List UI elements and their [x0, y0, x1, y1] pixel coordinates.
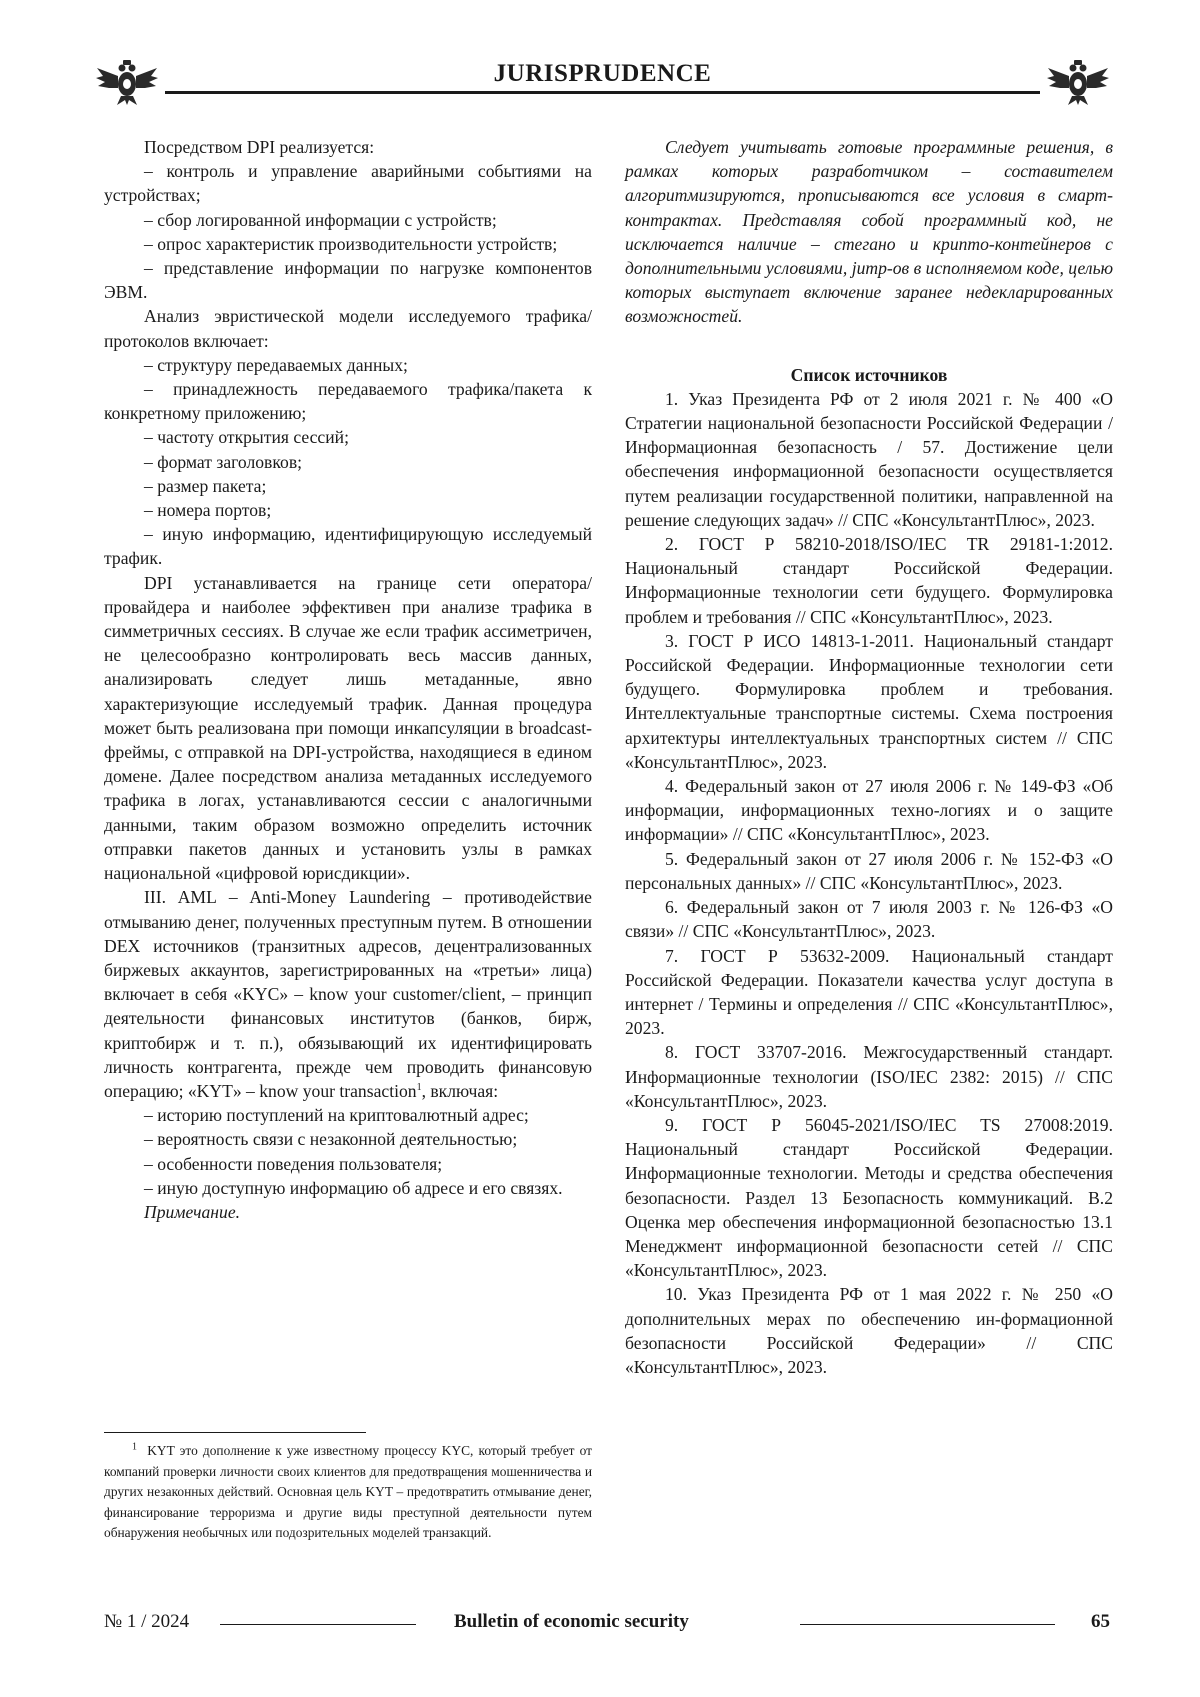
source-item: 6. Федеральный закон от 7 июля 2003 г. № 126-ФЗ «О связи» // СПС «КонсультантПлюс», 2023. [625, 897, 1113, 942]
footnote-text: KYT это дополнение к уже известному процессу KYC, который требует от компаний проверки личности своих клиентов для предотвращения мошенничества и других незаконных действий. Основная цель KYT – предотвратить отмывание денег, финансирование терроризма и другие виды преступной деятельности путем обнаружения необычных или подозрительных моделей транзакций. [104, 1443, 592, 1541]
list-item: – номера портов; [144, 500, 272, 521]
section-title: JURISPRUDENCE [95, 60, 1110, 88]
list-item: – иную доступную информацию об адресе и его связях. [144, 1177, 563, 1198]
sources-heading: Список источников [790, 364, 948, 385]
list-item: – представление информации по нагрузке компонентов ЭВМ. [104, 258, 592, 303]
footer-rule [220, 1624, 416, 1625]
list-item: – сбор логированной информации с устройств; [144, 209, 497, 230]
double-headed-eagle-emblem-icon [1046, 58, 1110, 106]
paragraph [104, 885, 592, 1103]
paragraph: DPI устанавливается на границе сети оператора/провайдера и наиболее эффективен при анализе трафика в симметричных сессиях. В случае же если трафик ассиметричен, не целесообразно контролировать весь массив данных, анализировать следует лишь метаданные, явно характеризующие исследуемый трафик. Данная процедура может быть реализована при помощи инкапсуляции в broadcast-фреймы, с отправкой на DPI-устройства, находящиеся в едином домене. Далее посредством анализа метаданных исследуемого трафика в логах, устанавливаются сессии с аналогичными данными, таким образом возможно определить источник отправки пакетов данных и установить узлы в рамках национальной «цифровой юрисдикции». [104, 572, 592, 884]
source-item: 3. ГОСТ Р ИСО 14813-1-2011. Национальный стандарт Российской Федерации. Информационные технологии сети будущего. Формулировка проблем и требования. Интеллектуальные транспортные системы. Схема построения архитектуры интеллектуальных транспортных систем // СПС «КонсультантПлюс», 2023. [625, 630, 1113, 772]
header-rule [165, 91, 1040, 94]
list-item: – структуру передаваемых данных; [144, 354, 408, 375]
footer-rule [800, 1624, 1055, 1625]
source-item: 2. ГОСТ Р 58210-2018/ISO/IEC TR 29181-1:2012. Национальный стандарт Российской Федерации. Информационные технологии сети будущего. Формулировка проблем и требования // СПС «КонсультантПлюс», 2023. [625, 534, 1113, 627]
list-item: – опрос характеристик производительности устройств; [144, 233, 558, 254]
source-item: 10. Указ Президента РФ от 1 мая 2022 г. № 250 «О дополнительных мерах по обеспечению ин-формационной безопасности Российской Федерации» // СПС «КонсультантПлюс», 2023. [625, 1284, 1113, 1377]
source-item: 7. ГОСТ Р 53632-2009. Национальный стандарт Российской Федерации. Показатели качества услуг доступа в интернет / Термины и определения // СПС «КонсультантПлюс», 2023. [625, 945, 1113, 1039]
issue-number: № 1 / 2024 [104, 1611, 190, 1632]
list-item: – вероятность связи с незаконной деятельностью; [144, 1129, 518, 1150]
list-item: – принадлежность передаваемого трафика/пакета к конкретному приложению; [104, 379, 592, 424]
list-item: – частоту открытия сессий; [144, 427, 349, 448]
intro-paragraph: Следует учитывать готовые программные решения, в рамках которых разработчиком – составителем алгоритмизируются, прописываются все условия в смарт-контрактах. Представляя собой программный код, не исключается наличие – стегано и крипто-контейнеров с дополнительными условиями, jump-ов в исполняемом коде, целью которых выступает включение заранее недекларированных возможностей. [625, 137, 1113, 327]
left-column [104, 135, 592, 1224]
footnote [104, 1441, 592, 1544]
aml-paragraph-tail: , включая: [421, 1080, 499, 1101]
source-item: 4. Федеральный закон от 27 июля 2006 г. № 149-ФЗ «Об информации, информационных техно-логиях и о защите информации» // СПС «КонсультантПлюс», 2023. [625, 776, 1113, 845]
right-column [625, 135, 1113, 1379]
list-item: – формат заголовков; [144, 451, 303, 472]
footnote-rule [104, 1432, 366, 1433]
page-number: 65 [1091, 1611, 1110, 1632]
paragraph: Посредством DPI реализуется: [144, 137, 375, 157]
aml-paragraph-text: III. AML – Anti-Money Laundering – противодействие отмыванию денег, полученных преступным путем. В отношении DEX источников (транзитных адресов, децентрализованных биржевых аккаунтов, зарегистрированных на «третьи» лица) включает в себя «KYC» – know your customer/client, – принцип деятельности финансовых институтов (банков, бирж, криптобирж и т. п.), обязывающий их идентифицировать личность контрагента, прежде чем проводить финансовую операцию; «KYT» – know your transaction [104, 887, 592, 1101]
paragraph: Анализ эвристической модели исследуемого трафика/протоколов включает: [104, 306, 592, 351]
footnote-ref[interactable]: 1 [416, 1082, 422, 1094]
note-label: Примечание. [144, 1201, 241, 1222]
running-header [95, 58, 1110, 108]
footnote-number: 1 [132, 1441, 137, 1453]
source-item: 1. Указ Президента РФ от 2 июля 2021 г. № 400 «О Стратегии национальной безопасности Российской Федерации / Информационная безопасность / 57. Достижение цели обеспечения информационной безопасности осуществляется путем реализации государственной политики, направленной на решение следующих задач» // СПС «КонсультантПлюс», 2023. [625, 388, 1113, 530]
list-item: – историю поступлений на криптовалютный адрес; [144, 1105, 529, 1126]
journal-name: Bulletin of economic security [454, 1611, 689, 1632]
list-item: – размер пакета; [144, 475, 267, 496]
running-footer [104, 1609, 1110, 1637]
source-item: 5. Федеральный закон от 27 июля 2006 г. № 152-ФЗ «О персональных данных» // СПС «КонсультантПлюс», 2023. [625, 848, 1113, 893]
list-item: – особенности поведения пользователя; [144, 1153, 443, 1174]
list-item: – иную информацию, идентифицирующую исследуемый трафик. [104, 524, 592, 569]
list-item: – контроль и управление аварийными событиями на устройствах; [104, 161, 592, 206]
source-item: 8. ГОСТ 33707-2016. Межгосударственный стандарт. Информационные технологии (ISO/IEC 2382: 2015) // СПС «КонсультантПлюс», 2023. [625, 1042, 1113, 1111]
source-item: 9. ГОСТ Р 56045-2021/ISO/IEC TS 27008:2019. Национальный стандарт Российской Федерации. Информационные технологии. Методы и средства обеспечения безопасности. Раздел 13 Безопасность коммуникаций. B.2 Оценка мер обеспечения информационной безопасностью 13.1 Менеджмент информационной безопасности сетей // СПС «КонсультантПлюс», 2023. [625, 1114, 1113, 1281]
